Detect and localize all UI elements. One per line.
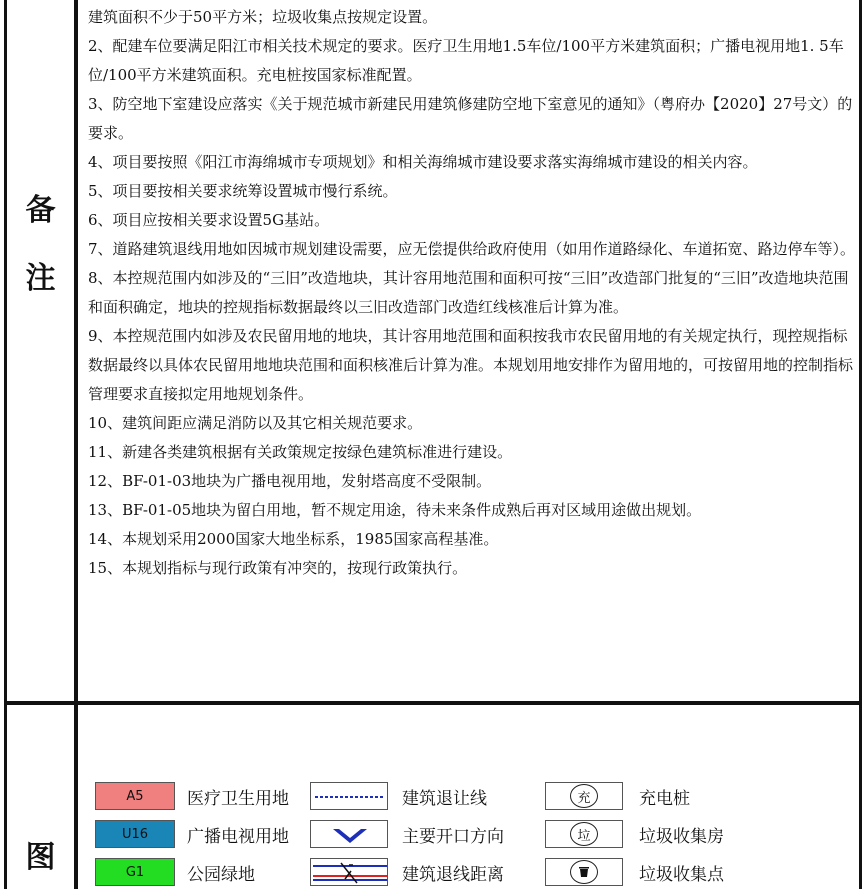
note-line: 6、项目应按相关要求设置5G基站。 — [88, 211, 330, 229]
table-border-left — [4, 0, 7, 889]
note-line: 9、本控规范围内如涉及农民留用地的地块，其计容用地范围和面积按我市农民留用地的有关规定执行，现控规指标 — [88, 327, 848, 345]
legend-heading-char: 图 — [25, 840, 56, 875]
landuse-label: 公园绿地 — [187, 865, 255, 885]
landuse-swatch-u16: U16 — [95, 820, 175, 848]
note-line: 11、新建各类建筑根据有关政策规定按绿色建筑标准进行建设。 — [88, 443, 513, 461]
table-border-right — [859, 0, 862, 889]
garbage-house-icon — [545, 820, 623, 848]
note-line: 8、本控规范围内如涉及的“三旧”改造地块，其计容用地范围和面积可按“三旧”改造部门批复的“三旧”改造地块范围 — [88, 269, 849, 287]
facility-label: 充电桩 — [639, 789, 690, 809]
note-line: 管理要求直接拟定用地规划条件。 — [88, 385, 314, 403]
note-line: 数据最终以具体农民留用地地块范围和面积核准后计算为准。本规划用地安排作为留用地的，可按留用地的控制指标 — [88, 356, 854, 374]
legend-row — [95, 782, 855, 810]
symbol-label: 建筑退让线 — [402, 789, 487, 809]
note-line: 13、BF-01-05地块为留白用地，暂不规定用途，待未来条件成熟后再对区域用途做出规划。 — [88, 501, 702, 519]
section-divider — [4, 701, 862, 705]
charging-pile-glyph: 充 — [570, 784, 598, 808]
note-line: 建筑面积不少于50平方米；垃圾收集点按规定设置。 — [88, 8, 438, 26]
note-line: 3、防空地下室建设应落实《关于规范城市新建民用建筑修建防空地下室意见的通知》（粤府办【2020】27号文）的 — [88, 95, 853, 113]
note-line: 15、本规划指标与现行政策有冲突的，按现行政策执行。 — [88, 559, 468, 577]
symbol-label: 主要开口方向 — [402, 827, 504, 847]
note-line: 和面积确定，地块的控规指标数据最终以三旧改造部门改造红线核准后计算为准。 — [88, 298, 629, 316]
note-line: 10、建筑间距应满足消防以及其它相关规范要求。 — [88, 414, 423, 432]
setback-distance-icon — [310, 858, 388, 886]
note-line: 4、项目要按照《阳江市海绵城市专项规划》和相关海绵城市建设要求落实海绵城市建设的相关内容。 — [88, 153, 758, 171]
note-line: 12、BF-01-03地块为广播电视用地，发射塔高度不受限制。 — [88, 472, 492, 490]
landuse-swatch-g1: G1 — [95, 858, 175, 886]
dashed-blue-line-icon — [310, 782, 388, 810]
remarks-label-char-2: 注 — [25, 261, 56, 296]
garbage-point-circle — [570, 860, 598, 884]
landuse-swatch-a5: A5 — [95, 782, 175, 810]
symbol-label: 建筑退线距离 — [402, 865, 504, 885]
facility-label: 垃圾收集点 — [639, 865, 724, 885]
note-line: 要求。 — [88, 124, 134, 142]
chevron-down-icon — [310, 820, 388, 848]
note-line: 7、道路建筑退线用地如因城市规划建设需要，应无偿提供给政府使用（如用作道路绿化、车道拓宽、路边停车等）。 — [88, 240, 856, 258]
bin-icon — [578, 866, 590, 878]
landuse-label: 医疗卫生用地 — [187, 789, 289, 809]
facility-label: 垃圾收集房 — [639, 827, 724, 847]
remarks-label-char-1: 备 — [25, 193, 56, 228]
legend-row — [95, 820, 855, 848]
note-line: 5、项目要按相关要求统筹设置城市慢行系统。 — [88, 182, 398, 200]
garbage-point-icon — [545, 858, 623, 886]
landuse-label: 广播电视用地 — [187, 827, 289, 847]
table-column-divider — [74, 0, 78, 889]
remarks-notes — [88, 3, 858, 583]
charging-pile-icon — [545, 782, 623, 810]
garbage-house-glyph: 垃 — [570, 822, 598, 846]
note-line: 2、配建车位要满足阳江市相关技术规定的要求。医疗卫生用地1.5车位/100平方米建筑面积；广播电视用地1. 5车 — [88, 37, 844, 55]
note-line: 14、本规划采用2000国家大地坐标系，1985国家高程基准。 — [88, 530, 499, 548]
note-line: 位/100平方米建筑面积。充电桩按国家标准配置。 — [88, 66, 422, 84]
legend-row — [95, 858, 855, 886]
